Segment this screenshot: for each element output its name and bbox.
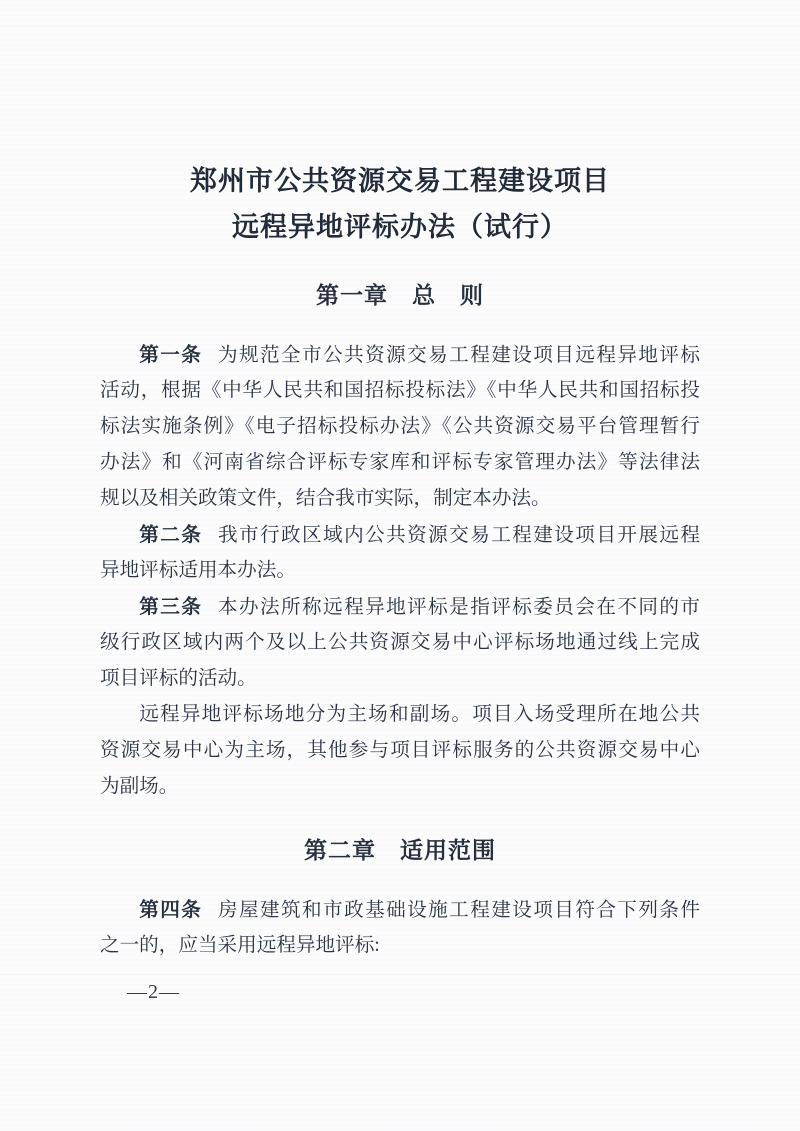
document-line <box>100 553 700 589</box>
line-text: 为规范全市公共资源交易工程建设项目远程异地评标 <box>217 345 701 366</box>
article-number: 第三条 <box>139 596 203 618</box>
line-text: 远程异地评标场地分为主场和副场。项目入场受理所在地公共 <box>139 704 700 725</box>
document-line <box>100 517 700 553</box>
line-text: 之一的，应当采用远程异地评标: <box>100 935 380 956</box>
document-line <box>100 589 700 625</box>
page-number: —2— <box>127 981 180 1003</box>
line-text: 办法》和《河南省综合评标专家库和评标专家管理办法》等法律法 <box>100 452 700 473</box>
document-body <box>100 275 700 964</box>
line-text: 规以及相关政策文件，结合我市实际，制定本办法。 <box>100 488 551 509</box>
document-line <box>100 625 700 661</box>
line-text: 资源交易中心为主场，其他参与项目评标服务的公共资源交易中心 <box>100 740 700 761</box>
document-line <box>100 337 700 373</box>
line-text: 为副场。 <box>100 776 179 797</box>
document-line <box>100 928 700 964</box>
line-text: 房屋建筑和市政基础设施工程建设项目符合下列条件 <box>217 900 701 921</box>
document-line <box>100 409 700 445</box>
article-number: 第一条 <box>139 344 203 366</box>
line-text: 标法实施条例》《电子招标投标办法》《公共资源交易平台管理暂行 <box>100 416 700 437</box>
line-text: 本办法所称远程异地评标是指评标委员会在不同的市 <box>217 597 701 618</box>
line-text: 项目评标的活动。 <box>100 668 257 689</box>
document-line <box>100 733 700 769</box>
section-paragraphs <box>100 337 700 805</box>
line-text: 异地评标适用本办法。 <box>100 560 296 581</box>
article-number: 第二条 <box>139 524 203 546</box>
document-line <box>100 481 700 517</box>
section-paragraphs <box>100 892 700 964</box>
article-number: 第四条 <box>139 899 203 921</box>
line-text: 级行政区域内两个及以上公共资源交易中心评标场地通过线上完成 <box>100 632 700 653</box>
line-text: 我市行政区域内公共资源交易工程建设项目开展远程 <box>217 525 701 546</box>
document-line <box>100 697 700 733</box>
document-line <box>100 373 700 409</box>
document-line <box>100 892 700 928</box>
document-title <box>100 0 700 250</box>
line-text: 活动，根据《中华人民共和国招标投标法》《中华人民共和国招标投 <box>100 380 700 401</box>
document-line <box>100 661 700 697</box>
chapter-heading: 第一章 总 则 <box>316 282 484 308</box>
chapter-heading: 第二章 适用范围 <box>304 837 496 863</box>
document-title-line: 远程异地评标办法（试行） <box>232 212 568 242</box>
document-line <box>100 445 700 481</box>
scan-artifact-line <box>0 974 800 975</box>
document-line <box>100 769 700 805</box>
document-title-line: 郑州市公共资源交易工程建设项目 <box>190 166 610 196</box>
